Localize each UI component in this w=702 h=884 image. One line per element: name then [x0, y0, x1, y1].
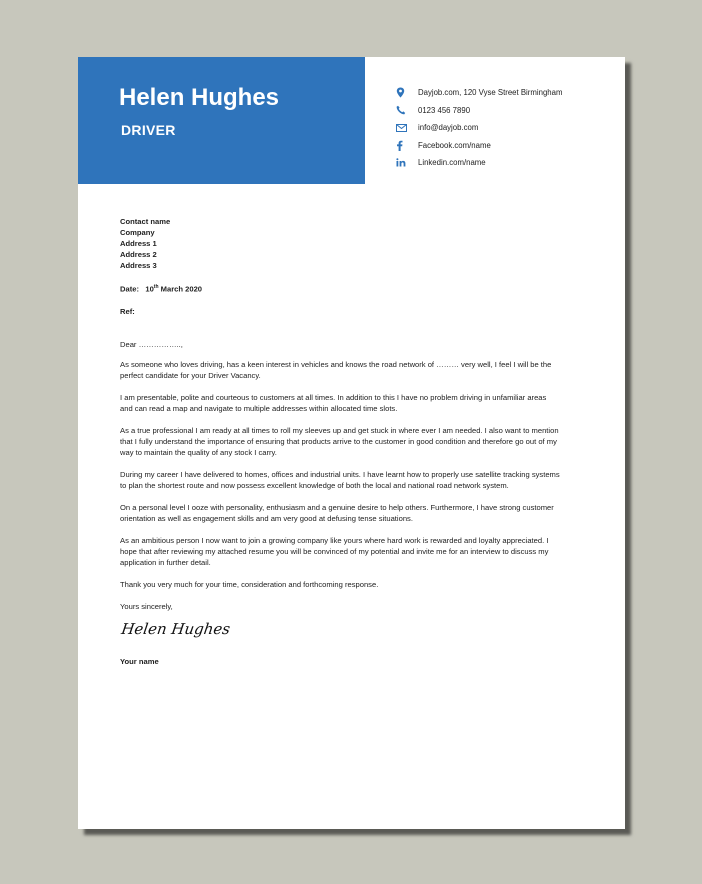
date-label: Date: [120, 284, 139, 294]
date-month-year: March 2020 [158, 284, 203, 294]
signature: Helen Hughes [120, 619, 232, 638]
envelope-icon [396, 121, 418, 135]
contact-email-text: info@dayjob.com [418, 123, 479, 133]
paragraph: During my career I have delivered to homes, offices and industrial units. I have learnt how to properly use satellite tracking systems to plan the shortest route and now possess excellent knowledge of both the local and national road network system. [120, 469, 560, 490]
address-line: Address 1 [120, 239, 157, 248]
job-title: DRIVER [121, 122, 176, 138]
letter-page [78, 57, 625, 829]
contact-facebook [396, 137, 562, 155]
your-name: Your name [120, 656, 159, 666]
letter-ref: Ref: [120, 306, 135, 316]
contact-linkedin [396, 154, 562, 172]
letter-body [120, 216, 560, 667]
header-band [78, 57, 365, 184]
letter-date [120, 282, 560, 295]
date-suffix: th [153, 284, 159, 290]
contact-facebook-text: Facebook.com/name [418, 140, 491, 150]
contact-linkedin-text: Linkedin.com/name [418, 158, 486, 168]
paragraph: As an ambitious person I now want to join a growing company like yours where hard work is rewarded and loyalty appreciated. I hope that after reviewing my attached resume you will be convinced of my potential and invite me for an interview to discuss my application in further detail. [120, 535, 549, 567]
contact-address [396, 84, 562, 102]
address-line: Contact name [120, 217, 171, 226]
paragraph: As a true professional I am ready at all times to roll my sleeves up and get stuck in where ever I am needed. I also want to mention that I fully understand the importance of ensuring that products arrive to the customer in good condition and therefore go out of my way to maintain the quality of any stock I carry. [120, 425, 559, 457]
contact-email [396, 119, 562, 137]
paragraph: As someone who loves driving, has a keen interest in vehicles and knows the road network of ……… very well, I feel I will be the perfect candidate for your Driver Vacancy. [120, 359, 552, 380]
contact-details [396, 84, 562, 172]
salutation: Dear …………….., [120, 339, 183, 349]
date-day: 10 [145, 284, 154, 294]
address-line: Address 3 [120, 261, 157, 270]
address-line: Company [120, 228, 155, 237]
paragraph: On a personal level I ooze with personality, enthusiasm and a genuine desire to help others. Furthermore, I have strong customer orientation as well as engagement skills and am very good at defusing tense situations. [120, 502, 554, 523]
paragraph: I am presentable, polite and courteous to customers at all times. In addition to this I have no problem driving in unfamiliar areas and can read a map and navigate to multiple addresses within allocated time slots. [120, 392, 547, 413]
facebook-icon [396, 138, 418, 152]
recipient-address [120, 216, 560, 271]
applicant-name: Helen Hughes [119, 84, 280, 111]
phone-icon [396, 103, 418, 117]
closing: Yours sincerely, [120, 601, 173, 611]
address-line: Address 2 [120, 250, 157, 259]
linkedin-icon [396, 156, 418, 170]
contact-address-text: Dayjob.com, 120 Vyse Street Birmingham [418, 88, 563, 98]
location-pin-icon [396, 86, 418, 100]
contact-phone [396, 102, 562, 120]
contact-phone-text: 0123 456 7890 [418, 105, 471, 115]
paragraph: Thank you very much for your time, consideration and forthcoming response. [120, 579, 379, 589]
